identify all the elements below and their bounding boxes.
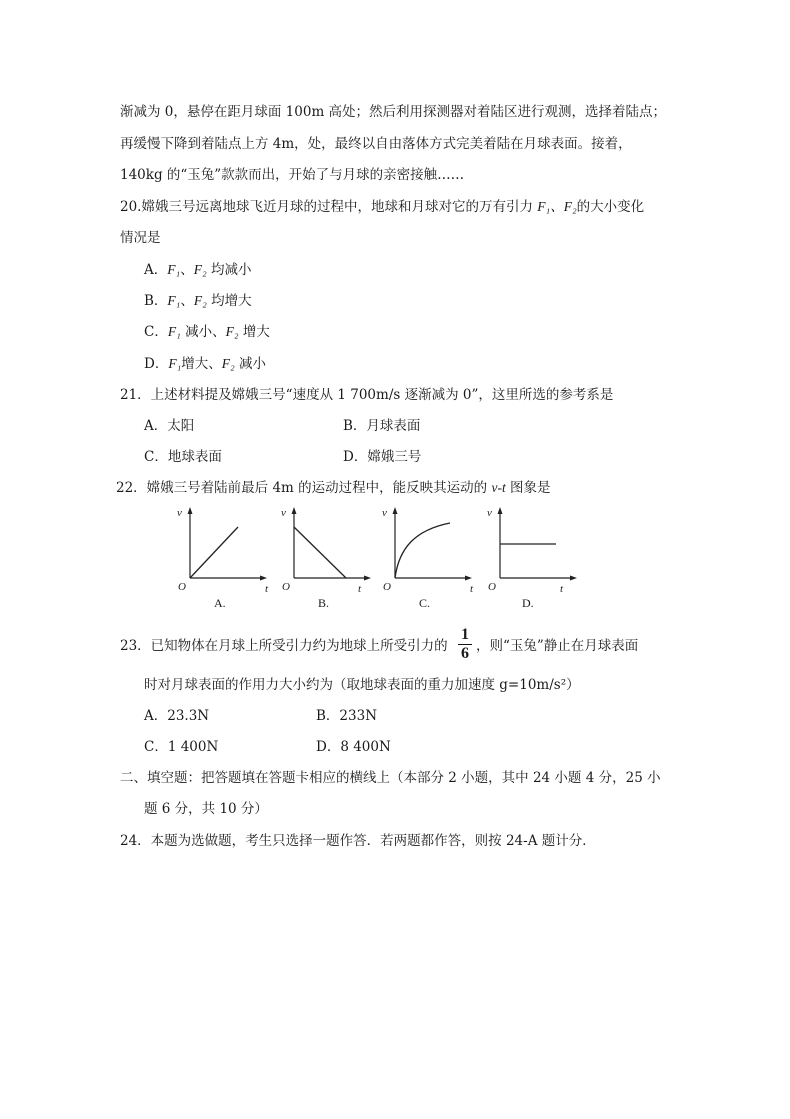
force-symbol: F₂	[193, 293, 207, 308]
q21-option-a: A．太阳	[144, 418, 195, 434]
q22-stem-text-a: 22．嫦娥三号着陆前最后 4m 的运动过程中，能反映其运动的	[116, 480, 492, 496]
graph-d-label: D.	[522, 596, 534, 610]
option-letter: D．	[144, 356, 169, 372]
q20-option-c	[144, 323, 270, 341]
option-letter: C．	[144, 324, 168, 340]
q20-option-d	[144, 355, 266, 373]
fraction-one-sixth	[458, 627, 472, 662]
graph-c	[377, 506, 477, 606]
option-text: 均增大	[206, 293, 252, 309]
q23-stem-b: ，则“玉兔”静止在月球表面	[476, 638, 639, 654]
section-2-heading-line-2: 题 6 分，共 10 分）	[144, 801, 268, 817]
q21-stem: 21．上述材料提及嫦娥三号“速度从 1 700m/s 逐渐减为 0”，这里所选的参考系是	[120, 387, 614, 403]
force-symbol: F₁	[167, 262, 181, 277]
q20-stem-text-b: 的大小变化	[576, 199, 645, 215]
q20-stem	[120, 198, 644, 216]
q22-stem-text-b: 图象是	[505, 480, 551, 496]
axis-v-label: v	[487, 507, 492, 519]
q22-stem	[116, 479, 551, 497]
axis-t-label: t	[265, 583, 269, 595]
q24-stem: 24．本题为选做题，考生只选择一题作答．若两题都作答，则按 24-A 题计分．	[120, 833, 596, 849]
intro-line-2: 再缓慢下降到着陆点上方 4m，处，最终以自由落体方式完美着陆在月球表面。接着，	[120, 136, 632, 152]
axis-t-label: t	[358, 583, 362, 595]
force-symbol: F₁	[168, 356, 182, 371]
q23-option-c: C．1 400N	[144, 739, 219, 755]
axis-v-label: v	[382, 507, 387, 519]
graph-d	[482, 506, 582, 606]
axis-v-label: v	[281, 507, 286, 519]
option-text: 减小	[234, 356, 267, 372]
origin-label: O	[178, 581, 186, 593]
option-letter: A．	[144, 262, 168, 278]
fraction-denominator: 6	[461, 645, 469, 662]
q20-stem-line-2: 情况是	[120, 230, 161, 246]
option-letter: B．	[144, 293, 168, 309]
option-text: 增大	[238, 324, 270, 340]
force-symbol: F₂	[221, 356, 235, 371]
axis-v-label: v	[177, 507, 182, 519]
q21-option-b: B．月球表面	[343, 418, 421, 434]
q23-option-d: D．8 400N	[316, 739, 391, 755]
origin-label: O	[383, 581, 391, 593]
force-symbol: F₁	[167, 293, 181, 308]
q23-stem-a: 23．已知物体在月球上所受引力约为地球上所受引力的	[120, 638, 448, 654]
axis-t-label: t	[560, 583, 564, 595]
origin-label: O	[488, 581, 496, 593]
option-text: 、	[180, 262, 194, 278]
graph-b	[276, 506, 376, 606]
force-symbol: F₁	[167, 324, 181, 339]
q20-option-a	[144, 261, 251, 279]
intro-line-1: 渐减为 0，悬停在距月球面 100m 高处；然后利用探测器对着陆区进行观测，选择着陆点；	[120, 104, 667, 120]
graph-b-label: B.	[318, 596, 330, 610]
q23-option-b: B．233N	[316, 708, 378, 724]
q21-option-d: D．嫦娥三号	[343, 449, 422, 465]
option-text: 均减小	[206, 262, 252, 278]
q22-vt-symbol: v-t	[491, 480, 506, 495]
graph-a-label: A.	[214, 596, 226, 610]
option-text: 、	[180, 293, 194, 309]
q20-stem-forces: F₁、F₂	[537, 199, 577, 214]
fraction-numerator: 1	[461, 626, 469, 643]
force-symbol: F₂	[193, 262, 207, 277]
axis-t-label: t	[470, 583, 474, 595]
option-text: 增大、	[181, 356, 222, 372]
graph-a	[172, 506, 272, 606]
graph-c-label: C.	[419, 596, 431, 610]
option-text: 减小、	[180, 324, 226, 340]
origin-label: O	[282, 581, 290, 593]
q21-option-c: C．地球表面	[144, 449, 222, 465]
section-2-heading: 二、填空题：把答题填在答题卡相应的横线上（本部分 2 小题，其中 24 小题 4 分，25 小	[120, 770, 661, 786]
q20-stem-text-a: 20.嫦娥三号远离地球飞近月球的过程中，地球和月球对它的万有引力	[120, 199, 538, 215]
force-symbol: F₂	[225, 324, 239, 339]
q23-option-a: A．23.3N	[144, 708, 210, 724]
q23-stem-line-2: 时对月球表面的作用力大小约为（取地球表面的重力加速度 g=10m/s²）	[144, 677, 580, 693]
intro-line-3: 140kg 的“玉兔”款款而出，开始了与月球的亲密接触……	[120, 167, 465, 183]
q20-option-b	[144, 292, 252, 310]
